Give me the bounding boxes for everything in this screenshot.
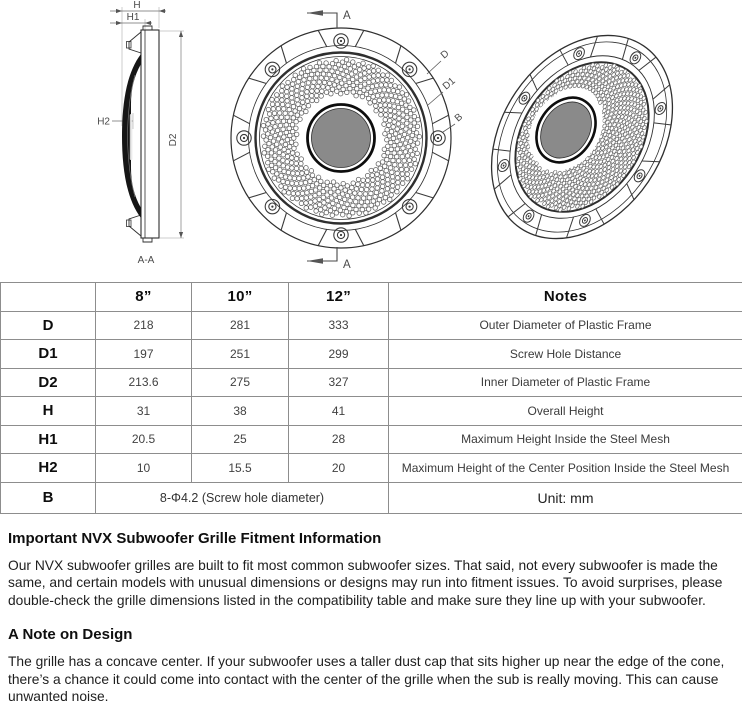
grille-drawing-svg (0, 0, 742, 276)
table-row-d (1, 311, 742, 340)
perspective-view (454, 1, 710, 273)
table-row-h (1, 397, 742, 426)
design-heading: A Note on Design (8, 626, 734, 643)
value-cell: 299 (289, 340, 389, 369)
note-cell: Overall Height (389, 397, 742, 426)
note-cell: Maximum Height Inside the Steel Mesh (389, 425, 742, 454)
table-row-h1 (1, 425, 742, 454)
info-sections (0, 530, 742, 706)
corner-cell (1, 283, 96, 312)
value-cell: 20 (289, 454, 389, 483)
front-view (231, 10, 465, 271)
row-label: D1 (1, 340, 96, 369)
table-row-b (1, 482, 742, 513)
value-cell: 218 (96, 311, 192, 340)
row-label: H1 (1, 425, 96, 454)
value-cell: 251 (192, 340, 289, 369)
value-cell: 10 (96, 454, 192, 483)
header-10in: 10” (192, 283, 289, 312)
row-label: H2 (1, 454, 96, 483)
dim-label-d2: D2 (168, 133, 179, 146)
dust-cap (312, 109, 371, 168)
value-cell: 20.5 (96, 425, 192, 454)
value-cell: 38 (192, 397, 289, 426)
dim-label-h2: H2 (97, 117, 110, 128)
table-row-h2 (1, 454, 742, 483)
value-cell: 327 (289, 368, 389, 397)
note-cell: Maximum Height of the Center Position Inside the Steel Mesh (389, 454, 742, 483)
value-cell: 197 (96, 340, 192, 369)
note-cell: Outer Diameter of Plastic Frame (389, 311, 742, 340)
dimension-table (0, 282, 742, 514)
dim-label-h1: H1 (127, 12, 140, 23)
section-arrow-label-top: A (343, 10, 351, 22)
header-12in: 12” (289, 283, 389, 312)
row-label: B (1, 482, 96, 513)
value-cell: 25 (192, 425, 289, 454)
table-row-d1 (1, 340, 742, 369)
table-row-d2 (1, 368, 742, 397)
dim-label-d: D (439, 48, 452, 61)
technical-drawings (0, 0, 742, 276)
header-notes: Notes (389, 283, 742, 312)
design-body: The grille has a concave center. If your subwoofer uses a taller dust cap that sits higher up near the edge of the cone, there’s a chance it could come into contact with the center of the grille when the sub is really moving. This can cause unwanted noise. (8, 653, 734, 706)
value-cell: 333 (289, 311, 389, 340)
value-cell: 213.6 (96, 368, 192, 397)
row-label: D2 (1, 368, 96, 397)
value-cell: 41 (289, 397, 389, 426)
fitment-heading: Important NVX Subwoofer Grille Fitment Information (8, 530, 734, 547)
value-cell: 275 (192, 368, 289, 397)
fitment-body: Our NVX subwoofer grilles are built to fit most common subwoofer sizes. That said, not every subwoofer is made the same, and certain models with unusual dimensions or designs may run into fitment issues. To avoid surprises, please double-check the grille dimensions listed in the compatibility table and make sure they line up with your subwoofer. (8, 557, 734, 610)
value-cell: 15.5 (192, 454, 289, 483)
section-arrow-label-bottom: A (343, 259, 351, 271)
section-name-label: A-A (138, 255, 155, 266)
row-label: D (1, 311, 96, 340)
frame-plate (141, 30, 159, 238)
note-cell: Inner Diameter of Plastic Frame (389, 368, 742, 397)
value-cell: 28 (289, 425, 389, 454)
row-label: H (1, 397, 96, 426)
dim-label-b: B (453, 111, 465, 124)
unit-cell: Unit: mm (389, 482, 742, 513)
screw-spec-cell: 8-Φ4.2 (Screw hole diameter) (96, 482, 389, 513)
value-cell: 281 (192, 311, 289, 340)
side-section-view (97, 0, 184, 266)
mesh-center-recess (130, 114, 133, 160)
note-cell: Screw Hole Distance (389, 340, 742, 369)
dim-label-h: H (133, 0, 140, 11)
table-header-row (1, 283, 742, 312)
header-8in: 8” (96, 283, 192, 312)
dim-label-d1: D1 (441, 75, 458, 92)
value-cell: 31 (96, 397, 192, 426)
